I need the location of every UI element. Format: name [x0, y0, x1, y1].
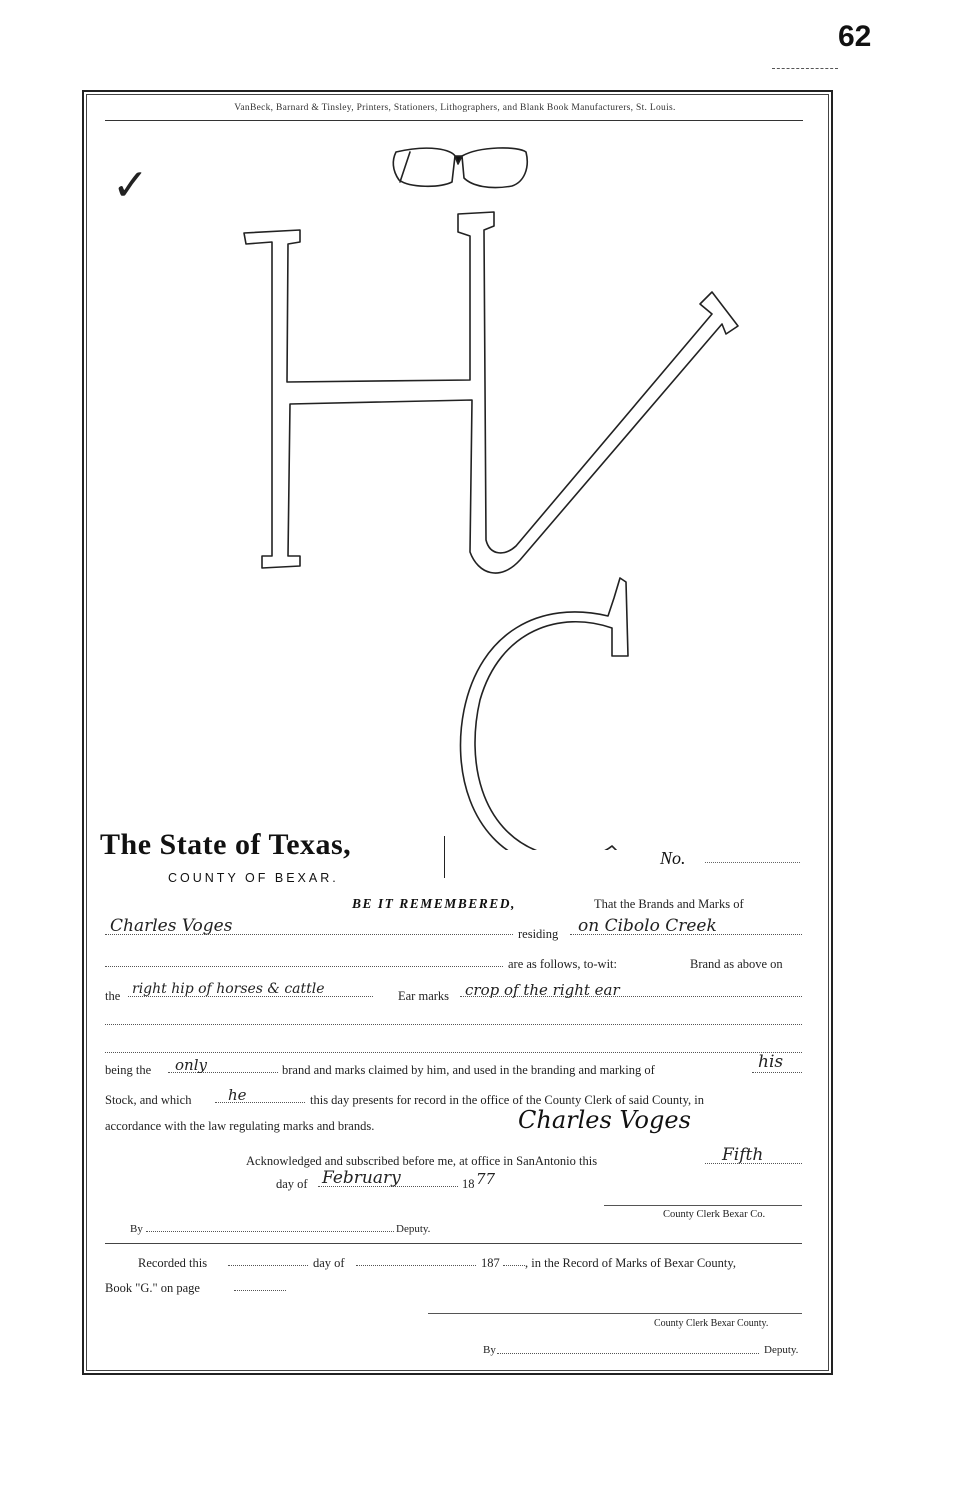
month-value: February	[322, 1168, 401, 1188]
ear-mark-left	[393, 148, 455, 186]
stock-text: Stock, and which	[105, 1093, 192, 1107]
residence-value: on Cibolo Creek	[578, 916, 717, 936]
presents-text: this day presents for record in the office of the County Clerk of said County, in	[310, 1093, 705, 1107]
brands-marks-text: That the Brands and Marks of	[594, 897, 744, 911]
state-title: The State of Texas,	[100, 828, 352, 861]
county-clerk-signature-line	[428, 1313, 802, 1314]
acknowledged-text: Acknowledged and subscribed before me, at office in SanAntonio this	[246, 1154, 598, 1168]
printer-imprint: VanBeck, Barnard & Tinsley, Printers, Stationers, Lithographers, and Blank Book Manufacturers, St. Louis.	[234, 103, 676, 113]
recorded-day-line	[228, 1265, 308, 1266]
his-line	[752, 1072, 802, 1073]
brand-location: right hip of horses & cattle	[132, 981, 325, 997]
book-text: Book "G." on page	[105, 1281, 200, 1295]
year-prefix: 18	[462, 1177, 475, 1191]
in-record-text: , in the Record of Marks of Bexar County,	[525, 1256, 736, 1270]
recorded-by-label: By	[483, 1344, 496, 1356]
county-name: COUNTY OF BEXAR.	[168, 871, 339, 885]
blank-line-2	[105, 1024, 802, 1025]
brand-drawing	[100, 130, 820, 850]
only-value: only	[175, 1056, 207, 1074]
recorded-day-of-label: day of	[313, 1256, 345, 1270]
recorded-deputy-label: Deputy.	[764, 1344, 799, 1356]
recorded-deputy-line	[497, 1353, 759, 1354]
he-value: he	[228, 1086, 247, 1104]
ear-marks-label: Ear marks	[398, 989, 450, 1003]
clerk-signature-line	[604, 1205, 802, 1206]
section-divider	[105, 1243, 802, 1244]
header-brace	[438, 836, 445, 878]
recorded-year-prefix: 187	[481, 1256, 500, 1270]
year-suffix: 77	[476, 1170, 496, 1188]
by-label: By	[130, 1223, 143, 1235]
brand-letter-c	[460, 578, 628, 850]
page-line	[234, 1290, 286, 1291]
ear-mark-notch	[455, 156, 462, 164]
record-number-field	[705, 862, 800, 863]
blank-line-1	[105, 966, 503, 967]
record-number-label: No.	[660, 848, 686, 868]
brand-letter-h	[244, 212, 738, 573]
ear-marks-value: crop of the right ear	[465, 981, 620, 999]
printer-rule	[105, 120, 803, 121]
check-mark-icon: ✓	[112, 160, 149, 211]
county-clerk-title: County Clerk Bexar County.	[654, 1318, 769, 1329]
day-written: Fifth	[722, 1145, 764, 1165]
owner-name: Charles Voges	[110, 916, 233, 936]
the-label: the	[105, 989, 121, 1003]
top-divider	[772, 68, 838, 69]
be-remembered-heading: BE IT REMEMBERED,	[352, 896, 516, 911]
recorded-year-line	[503, 1265, 525, 1266]
owner-signature: Charles Voges	[518, 1106, 691, 1134]
page-number: 62	[838, 20, 872, 53]
blank-line-3	[105, 1052, 802, 1053]
recorded-month-line	[356, 1265, 476, 1266]
brand-above-text: Brand as above on	[690, 957, 783, 971]
deputy-label: Deputy.	[396, 1223, 431, 1235]
recorded-this-label: Recorded this	[138, 1256, 208, 1270]
deputy-line	[146, 1231, 394, 1232]
residing-label: residing	[518, 927, 559, 941]
being-the-text: being the	[105, 1063, 152, 1077]
clerk-title: County Clerk Bexar Co.	[663, 1209, 766, 1220]
day-of-label: day of	[276, 1177, 308, 1191]
as-follows-text: are as follows, to-wit:	[508, 957, 618, 971]
claimed-text: brand and marks claimed by him, and used in the branding and marking of	[282, 1063, 655, 1077]
his-value: his	[758, 1052, 784, 1072]
accordance-text: accordance with the law regulating marks and brands.	[105, 1119, 375, 1133]
ear-mark-right	[462, 148, 527, 188]
